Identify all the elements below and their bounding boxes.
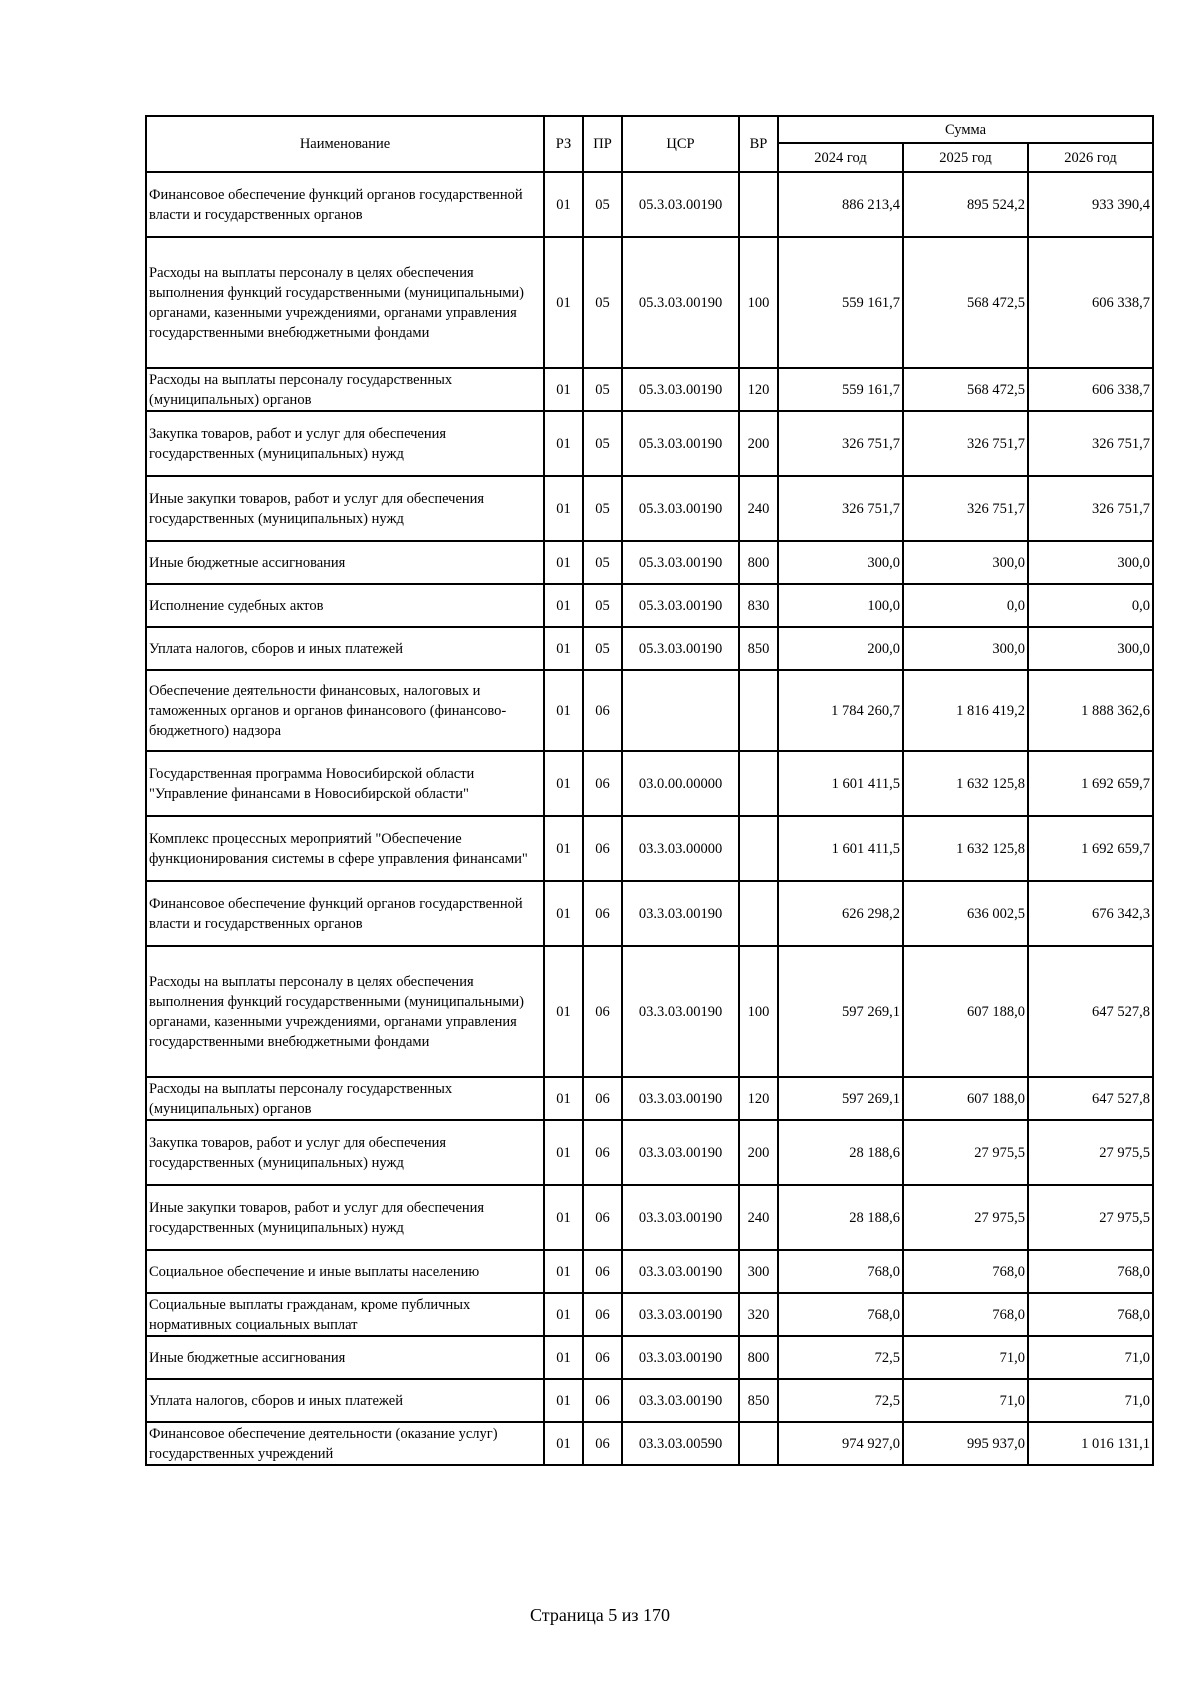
page-number: Страница 5 из 170: [530, 1605, 670, 1625]
table-row: [146, 584, 1153, 627]
cell-2025: 895 524,2: [903, 172, 1028, 237]
cell-rz: 01: [544, 946, 583, 1077]
table-row: [146, 627, 1153, 670]
cell-csr: 05.3.03.00190: [622, 627, 739, 670]
cell-2026: 71,0: [1028, 1336, 1153, 1379]
cell-rz: 01: [544, 1336, 583, 1379]
table-row: [146, 172, 1153, 237]
cell-2026: 606 338,7: [1028, 368, 1153, 411]
cell-2024: 1 601 411,5: [778, 751, 903, 816]
cell-2026: 1 888 362,6: [1028, 670, 1153, 751]
cell-pr: 05: [583, 368, 622, 411]
cell-2026: 27 975,5: [1028, 1185, 1153, 1250]
header-sum: Сумма: [778, 116, 1153, 143]
cell-pr: 05: [583, 476, 622, 541]
cell-pr: 06: [583, 1120, 622, 1185]
cell-name: Комплекс процессных мероприятий "Обеспечение функционирования системы в сфере управления финансами": [146, 816, 544, 881]
cell-csr: 03.3.03.00190: [622, 1185, 739, 1250]
cell-2024: 768,0: [778, 1250, 903, 1293]
cell-name: Финансовое обеспечение деятельности (оказание услуг) государственных учреждений: [146, 1422, 544, 1465]
table-row: [146, 1293, 1153, 1336]
cell-vr: [739, 751, 778, 816]
cell-vr: 320: [739, 1293, 778, 1336]
cell-2024: 326 751,7: [778, 476, 903, 541]
cell-vr: 200: [739, 411, 778, 476]
cell-vr: [739, 881, 778, 946]
cell-pr: 06: [583, 1422, 622, 1465]
cell-rz: 01: [544, 172, 583, 237]
table-row: [146, 816, 1153, 881]
cell-pr: 06: [583, 881, 622, 946]
cell-rz: 01: [544, 237, 583, 368]
cell-rz: 01: [544, 881, 583, 946]
cell-2026: 300,0: [1028, 541, 1153, 584]
cell-2026: 0,0: [1028, 584, 1153, 627]
cell-pr: 05: [583, 584, 622, 627]
header-2025: 2025 год: [903, 143, 1028, 172]
cell-vr: [739, 172, 778, 237]
cell-2024: 559 161,7: [778, 368, 903, 411]
cell-name: Расходы на выплаты персоналу в целях обеспечения выполнения функций государственными (муниципальными) органами, казенными учреждениями, органами управления государственными внебюджетными фондами: [146, 237, 544, 368]
cell-2024: 72,5: [778, 1336, 903, 1379]
cell-csr: 03.3.03.00190: [622, 1379, 739, 1422]
cell-vr: 850: [739, 1379, 778, 1422]
cell-2026: 326 751,7: [1028, 476, 1153, 541]
cell-2026: 27 975,5: [1028, 1120, 1153, 1185]
cell-pr: 06: [583, 670, 622, 751]
header-vr: ВР: [739, 116, 778, 172]
cell-2025: 27 975,5: [903, 1120, 1028, 1185]
table-row: [146, 237, 1153, 368]
cell-rz: 01: [544, 816, 583, 881]
cell-2025: 636 002,5: [903, 881, 1028, 946]
cell-rz: 01: [544, 1185, 583, 1250]
table-row: [146, 1422, 1153, 1465]
cell-csr: 05.3.03.00190: [622, 368, 739, 411]
cell-2025: 71,0: [903, 1379, 1028, 1422]
cell-2025: 300,0: [903, 627, 1028, 670]
cell-2026: 1 692 659,7: [1028, 816, 1153, 881]
cell-pr: 06: [583, 1077, 622, 1120]
table-row: [146, 881, 1153, 946]
cell-csr: [622, 670, 739, 751]
cell-2026: 647 527,8: [1028, 1077, 1153, 1120]
cell-pr: 05: [583, 237, 622, 368]
cell-rz: 01: [544, 411, 583, 476]
cell-vr: [739, 670, 778, 751]
cell-2026: 1 016 131,1: [1028, 1422, 1153, 1465]
cell-csr: 03.3.03.00190: [622, 1293, 739, 1336]
cell-vr: 240: [739, 1185, 778, 1250]
cell-vr: [739, 1422, 778, 1465]
cell-vr: 850: [739, 627, 778, 670]
cell-name: Уплата налогов, сборов и иных платежей: [146, 1379, 544, 1422]
cell-csr: 03.3.03.00190: [622, 1077, 739, 1120]
cell-rz: 01: [544, 670, 583, 751]
table-row: [146, 1250, 1153, 1293]
cell-2026: 768,0: [1028, 1250, 1153, 1293]
cell-pr: 05: [583, 627, 622, 670]
cell-2026: 768,0: [1028, 1293, 1153, 1336]
header-name: Наименование: [146, 116, 544, 172]
cell-2025: 71,0: [903, 1336, 1028, 1379]
cell-csr: 05.3.03.00190: [622, 584, 739, 627]
cell-pr: 05: [583, 541, 622, 584]
header-2026: 2026 год: [1028, 143, 1153, 172]
cell-rz: 01: [544, 1120, 583, 1185]
header-pr: ПР: [583, 116, 622, 172]
cell-csr: 03.3.03.00190: [622, 946, 739, 1077]
cell-2026: 326 751,7: [1028, 411, 1153, 476]
cell-name: Расходы на выплаты персоналу государственных (муниципальных) органов: [146, 368, 544, 411]
cell-rz: 01: [544, 751, 583, 816]
cell-pr: 06: [583, 816, 622, 881]
cell-rz: 01: [544, 627, 583, 670]
cell-2024: 597 269,1: [778, 1077, 903, 1120]
cell-vr: 100: [739, 946, 778, 1077]
cell-rz: 01: [544, 584, 583, 627]
table-row: [146, 946, 1153, 1077]
table-row: [146, 1185, 1153, 1250]
cell-vr: 120: [739, 1077, 778, 1120]
cell-2026: 300,0: [1028, 627, 1153, 670]
cell-name: Иные бюджетные ассигнования: [146, 1336, 544, 1379]
cell-name: Закупка товаров, работ и услуг для обеспечения государственных (муниципальных) нужд: [146, 1120, 544, 1185]
cell-vr: [739, 816, 778, 881]
cell-pr: 06: [583, 946, 622, 1077]
cell-name: Социальное обеспечение и иные выплаты населению: [146, 1250, 544, 1293]
cell-2026: 647 527,8: [1028, 946, 1153, 1077]
cell-2024: 100,0: [778, 584, 903, 627]
cell-name: Финансовое обеспечение функций органов государственной власти и государственных органов: [146, 172, 544, 237]
table-row: [146, 1336, 1153, 1379]
table-row: [146, 670, 1153, 751]
cell-2025: 995 937,0: [903, 1422, 1028, 1465]
cell-name: Расходы на выплаты персоналу в целях обеспечения выполнения функций государственными (муниципальными) органами, казенными учреждениями, органами управления государственными внебюджетными фондами: [146, 946, 544, 1077]
cell-pr: 06: [583, 1293, 622, 1336]
cell-rz: 01: [544, 1379, 583, 1422]
cell-2025: 1 816 419,2: [903, 670, 1028, 751]
cell-name: Финансовое обеспечение функций органов государственной власти и государственных органов: [146, 881, 544, 946]
cell-2025: 607 188,0: [903, 946, 1028, 1077]
cell-2025: 607 188,0: [903, 1077, 1028, 1120]
cell-2025: 1 632 125,8: [903, 751, 1028, 816]
cell-2024: 326 751,7: [778, 411, 903, 476]
cell-name: Социальные выплаты гражданам, кроме публичных нормативных социальных выплат: [146, 1293, 544, 1336]
header-csr: ЦСР: [622, 116, 739, 172]
cell-2024: 1 784 260,7: [778, 670, 903, 751]
cell-pr: 06: [583, 1379, 622, 1422]
cell-vr: 200: [739, 1120, 778, 1185]
table-body: [146, 172, 1153, 1465]
cell-rz: 01: [544, 368, 583, 411]
cell-pr: 05: [583, 172, 622, 237]
cell-csr: 03.3.03.00190: [622, 1250, 739, 1293]
cell-rz: 01: [544, 1422, 583, 1465]
cell-2026: 606 338,7: [1028, 237, 1153, 368]
cell-vr: 300: [739, 1250, 778, 1293]
cell-name: Закупка товаров, работ и услуг для обеспечения государственных (муниципальных) нужд: [146, 411, 544, 476]
cell-rz: 01: [544, 1250, 583, 1293]
cell-2026: 933 390,4: [1028, 172, 1153, 237]
cell-rz: 01: [544, 1077, 583, 1120]
cell-name: Уплата налогов, сборов и иных платежей: [146, 627, 544, 670]
cell-2026: 676 342,3: [1028, 881, 1153, 946]
cell-name: Расходы на выплаты персоналу государственных (муниципальных) органов: [146, 1077, 544, 1120]
cell-pr: 06: [583, 1336, 622, 1379]
cell-name: Исполнение судебных актов: [146, 584, 544, 627]
cell-2024: 200,0: [778, 627, 903, 670]
cell-2025: 326 751,7: [903, 411, 1028, 476]
cell-csr: 03.3.03.00590: [622, 1422, 739, 1465]
cell-2026: 1 692 659,7: [1028, 751, 1153, 816]
cell-2026: 71,0: [1028, 1379, 1153, 1422]
cell-rz: 01: [544, 541, 583, 584]
cell-2024: 768,0: [778, 1293, 903, 1336]
cell-2024: 559 161,7: [778, 237, 903, 368]
cell-vr: 800: [739, 541, 778, 584]
cell-vr: 120: [739, 368, 778, 411]
cell-rz: 01: [544, 1293, 583, 1336]
cell-csr: 03.3.03.00190: [622, 1336, 739, 1379]
cell-csr: 05.3.03.00190: [622, 237, 739, 368]
header-row: [146, 116, 1153, 143]
cell-2025: 27 975,5: [903, 1185, 1028, 1250]
cell-csr: 03.3.03.00000: [622, 816, 739, 881]
cell-vr: 800: [739, 1336, 778, 1379]
cell-pr: 05: [583, 411, 622, 476]
cell-pr: 06: [583, 751, 622, 816]
cell-csr: 03.0.00.00000: [622, 751, 739, 816]
cell-csr: 03.3.03.00190: [622, 1120, 739, 1185]
cell-2025: 768,0: [903, 1250, 1028, 1293]
header-2024: 2024 год: [778, 143, 903, 172]
cell-name: Обеспечение деятельности финансовых, налоговых и таможенных органов и органов финансового (финансово-бюджетного) надзора: [146, 670, 544, 751]
cell-2024: 28 188,6: [778, 1185, 903, 1250]
cell-2025: 568 472,5: [903, 368, 1028, 411]
cell-csr: 05.3.03.00190: [622, 541, 739, 584]
table-row: [146, 751, 1153, 816]
table-row: [146, 368, 1153, 411]
cell-name: Иные бюджетные ассигнования: [146, 541, 544, 584]
cell-rz: 01: [544, 476, 583, 541]
cell-2024: 974 927,0: [778, 1422, 903, 1465]
cell-pr: 06: [583, 1250, 622, 1293]
cell-name: Иные закупки товаров, работ и услуг для обеспечения государственных (муниципальных) нужд: [146, 1185, 544, 1250]
cell-vr: 100: [739, 237, 778, 368]
budget-table: [145, 115, 1154, 1466]
table-row: [146, 476, 1153, 541]
header-rz: РЗ: [544, 116, 583, 172]
table-row: [146, 541, 1153, 584]
cell-name: Иные закупки товаров, работ и услуг для обеспечения государственных (муниципальных) нужд: [146, 476, 544, 541]
cell-csr: 05.3.03.00190: [622, 411, 739, 476]
cell-2024: 886 213,4: [778, 172, 903, 237]
cell-2024: 597 269,1: [778, 946, 903, 1077]
table-row: [146, 411, 1153, 476]
cell-csr: 03.3.03.00190: [622, 881, 739, 946]
cell-2025: 0,0: [903, 584, 1028, 627]
cell-2024: 626 298,2: [778, 881, 903, 946]
cell-vr: 830: [739, 584, 778, 627]
table-row: [146, 1120, 1153, 1185]
cell-2024: 72,5: [778, 1379, 903, 1422]
cell-2024: 300,0: [778, 541, 903, 584]
cell-2024: 1 601 411,5: [778, 816, 903, 881]
cell-2025: 568 472,5: [903, 237, 1028, 368]
cell-csr: 05.3.03.00190: [622, 172, 739, 237]
cell-2025: 1 632 125,8: [903, 816, 1028, 881]
cell-pr: 06: [583, 1185, 622, 1250]
cell-2025: 768,0: [903, 1293, 1028, 1336]
table-row: [146, 1379, 1153, 1422]
cell-vr: 240: [739, 476, 778, 541]
cell-2025: 300,0: [903, 541, 1028, 584]
cell-2024: 28 188,6: [778, 1120, 903, 1185]
cell-csr: 05.3.03.00190: [622, 476, 739, 541]
cell-name: Государственная программа Новосибирской области "Управление финансами в Новосибирской области": [146, 751, 544, 816]
cell-2025: 326 751,7: [903, 476, 1028, 541]
table-row: [146, 1077, 1153, 1120]
